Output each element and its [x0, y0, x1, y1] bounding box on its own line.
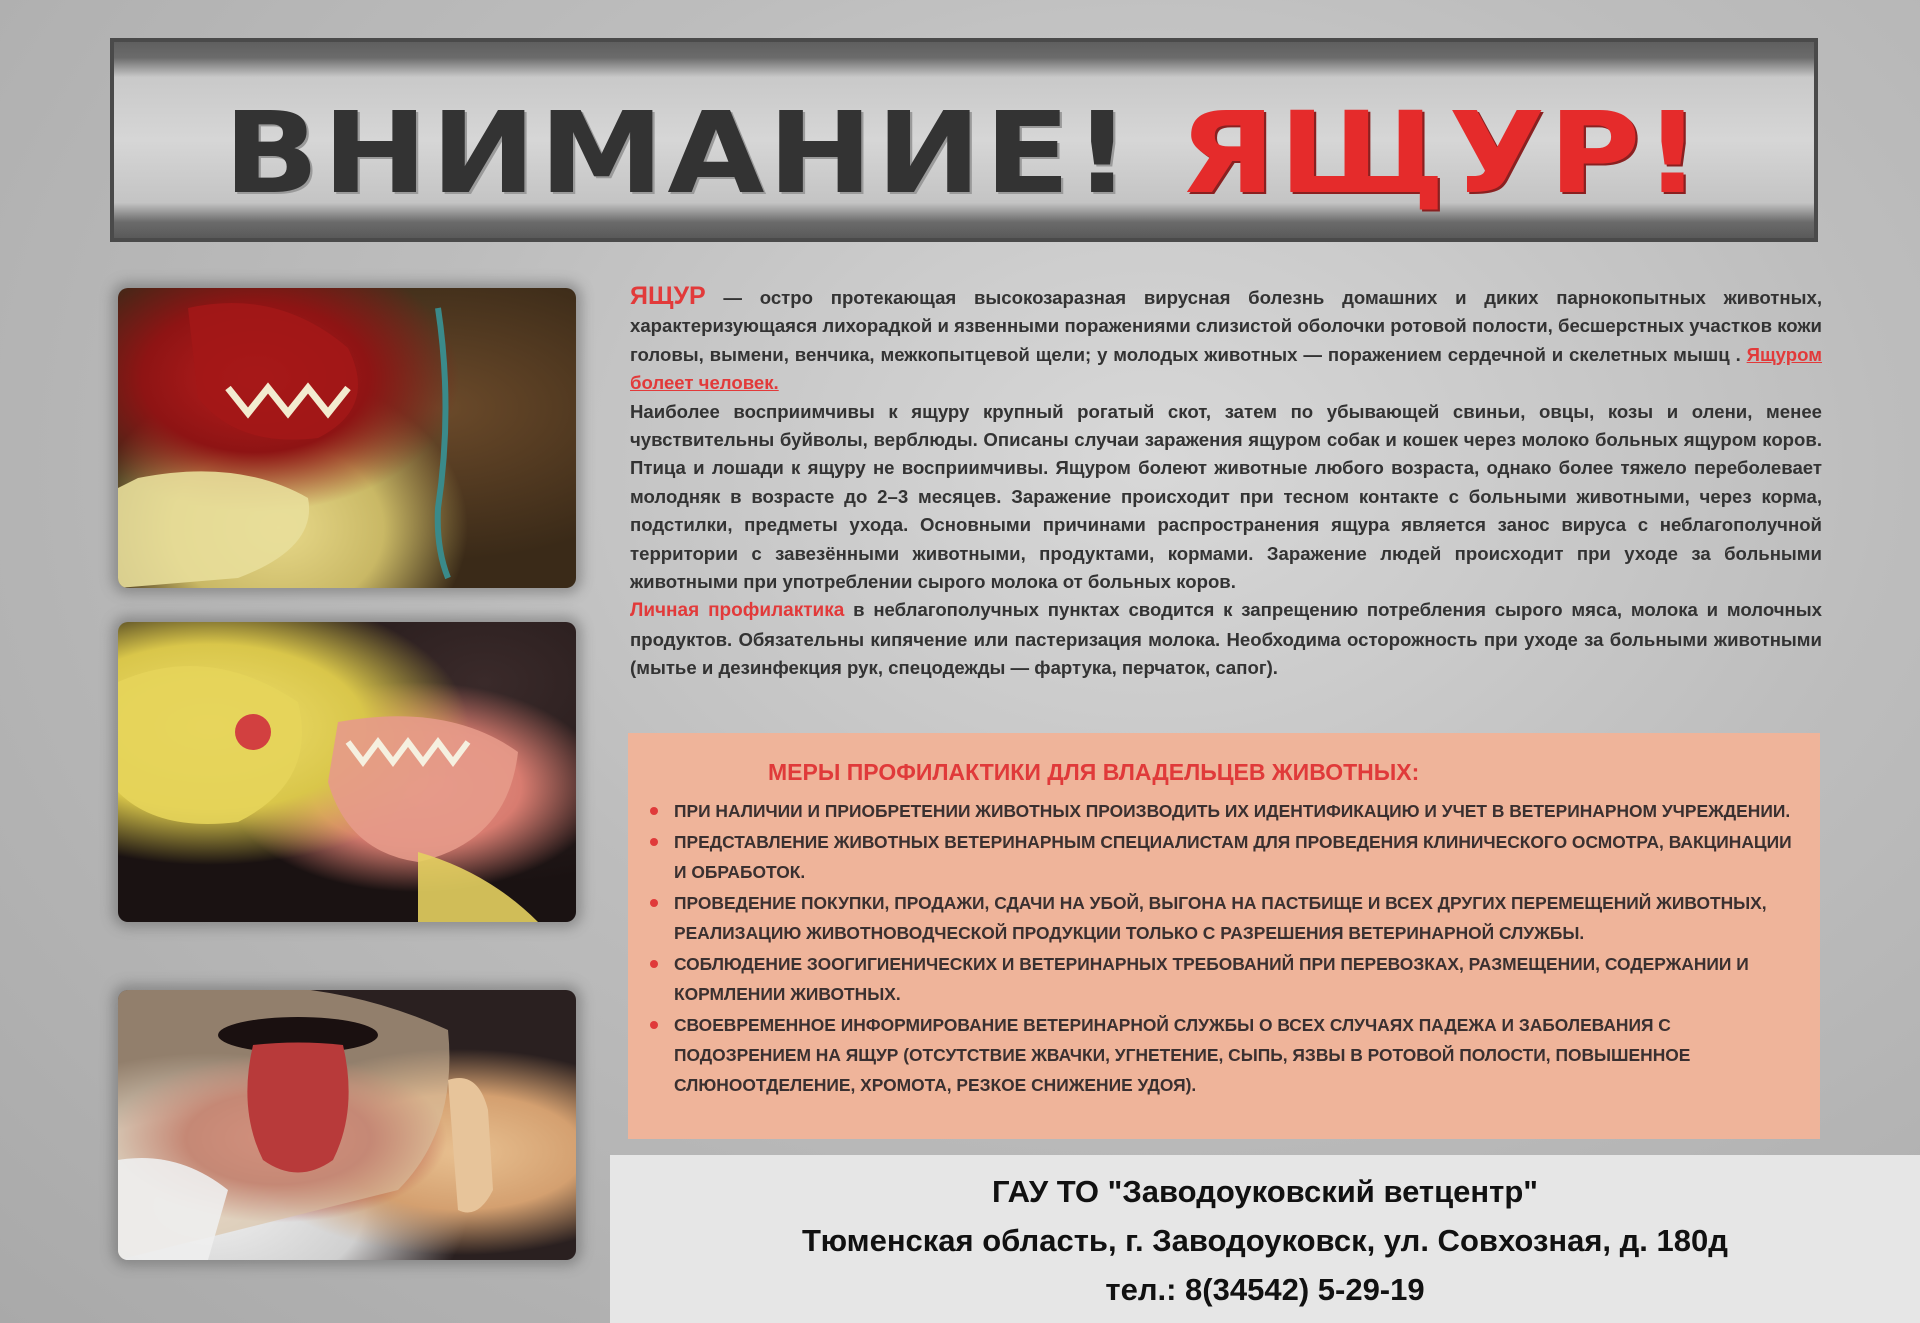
article-text: [630, 282, 1822, 683]
human-tongue-lesions-photo: [118, 990, 576, 1260]
prevention-measures-box: [628, 733, 1820, 1139]
measure-text: СВОЕВРЕМЕННОЕ ИНФОРМИРОВАНИЕ ВЕТЕРИНАРНОЙ СЛУЖБЫ О ВСЕХ СЛУЧАЯХ ПАДЕЖА И ЗАБОЛЕВАНИЯ С ПОДОЗРЕНИЕМ НА ЯЩУР (ОТСУТСТВИЕ ЖВАЧКИ, УГНЕТЕНИЕ, СЫПЬ, ЯЗВЫ В РОТОВОЙ ПОЛОСТИ, ПОВЫШЕННОЕ СЛЮНООТДЕЛЕНИЕ, ХРОМОТА, РЕЗКОЕ СНИЖЕНИЕ УДОЯ).: [674, 1015, 1691, 1095]
banner-disease-word: ЯЩУР!: [1178, 89, 1705, 219]
bullet-icon: [650, 838, 658, 846]
measures-title: МЕРЫ ПРОФИЛАКТИКИ ДЛЯ ВЛАДЕЛЬЦЕВ ЖИВОТНЫХ:: [768, 759, 1420, 785]
measure-item: [648, 949, 1794, 1009]
measure-text: ПРОВЕДЕНИЕ ПОКУПКИ, ПРОДАЖИ, СДАЧИ НА УБОЙ, ВЫГОНА НА ПАСТБИЩЕ И ВСЕХ ДРУГИХ ПЕРЕМЕЩЕНИЙ ЖИВОТНЫХ, РЕАЛИЗАЦИЮ ЖИВОТНОВОДЧЕСКОЙ ПРОДУКЦИИ ТОЛЬКО С РАЗРЕШЕНИЯ ВЕТЕРИНАРНОЙ СЛУЖБЫ.: [674, 893, 1767, 943]
contact-footer: [610, 1155, 1920, 1323]
bullet-icon: [650, 807, 658, 815]
photo-3-illustration: [118, 990, 576, 1260]
animal-teeth-lesions-photo: [118, 622, 576, 922]
article-paragraph-1: [630, 282, 1822, 398]
personal-prevention-text: в неблагополучных пунктах сводится к запрещению потребления сырого мяса, молока и молочных продуктов. Обязательны кипячение или пастеризация молока. Необходима осторожность при уходе за больными животными (мытье и дезинфекция рук, спецодежды — фартука, перчаток, сапог).: [630, 599, 1823, 679]
disease-term: ЯЩУР: [630, 282, 706, 310]
article-paragraph-2: Наиболее восприимчивы к ящуру крупный рогатый скот, затем по убывающей свиньи, овцы, козы и олени, менее чувствительны буйволы, верблюды. Описаны случаи заражения ящуром собак и кошек через молоко больных ящуром коров. Птица и лошади к ящуру не восприимчивы. Ящуром болеют животные любого возраста, однако более тяжело переболевает молодняк в возрасте до 2–3 месяцев. Заражение происходит при тесном контакте с больными животными, через корма, подстилки, предметы ухода. Основными причинами распространения ящура является занос вируса с неблагополучной территории с завезёнными животными, продуктами, кормами. Заражение людей происходит при уходе за больными животными при употреблении сырого молока от больных коров.: [630, 400, 1822, 593]
measure-item: [648, 796, 1794, 826]
animal-mouth-lesions-photo: [118, 288, 576, 588]
organization-address: Тюменская область, г. Заводоуковск, ул. Совхозная, д. 180д: [802, 1223, 1728, 1258]
photo-1-illustration: [118, 288, 576, 588]
human-infection-warning: Ящуром болеет человек.: [630, 343, 1822, 394]
measure-item: [648, 888, 1794, 948]
photo-2-illustration: [118, 622, 576, 922]
measure-item: [648, 1010, 1794, 1100]
warning-banner: [110, 38, 1818, 242]
organization-name: ГАУ ТО "Заводоуковский ветцентр": [992, 1174, 1538, 1209]
bullet-icon: [650, 1021, 658, 1029]
organization-phone: тел.: 8(34542) 5-29-19: [1105, 1272, 1425, 1307]
measure-text: СОБЛЮДЕНИЕ ЗООГИГИЕНИЧЕСКИХ И ВЕТЕРИНАРНЫХ ТРЕБОВАНИЙ ПРИ ПЕРЕВОЗКАХ, РАЗМЕЩЕНИИ, СОДЕРЖАНИИ И КОРМЛЕНИИ ЖИВОТНЫХ.: [674, 954, 1749, 1004]
measure-text: ПРИ НАЛИЧИИ И ПРИОБРЕТЕНИИ ЖИВОТНЫХ ПРОИЗВОДИТЬ ИХ ИДЕНТИФИКАЦИЮ И УЧЕТ В ВЕТЕРИНАРНОМ УЧРЕЖДЕНИИ.: [674, 801, 1791, 821]
disease-definition: — остро протекающая высокозаразная вирусная болезнь домашних и диких парнокопытных животных, характеризующаяся лихорадкой и язвенными поражениями слизистой оболочки ротовой полости, бесшерстных участков кожи головы, вымени, венчика, межкопытцевой щели; у молодых животных — поражением сердечной и скелетных мышц .: [630, 287, 1822, 365]
article-paragraph-3: [630, 596, 1822, 682]
banner-attention-word: ВНИМАНИЕ!: [223, 89, 1135, 219]
banner-title: [12, 89, 1916, 219]
measure-text: ПРЕДСТАВЛЕНИЕ ЖИВОТНЫХ ВЕТЕРИНАРНЫМ СПЕЦИАЛИСТАМ ДЛЯ ПРОВЕДЕНИЯ КЛИНИЧЕСКОГО ОСМОТРА, ВАКЦИНАЦИИ И ОБРАБОТОК.: [674, 832, 1792, 882]
personal-prevention-term: Личная профилактика: [630, 600, 845, 622]
measure-item: [648, 827, 1794, 887]
bullet-icon: [650, 960, 658, 968]
bullet-icon: [650, 899, 658, 907]
